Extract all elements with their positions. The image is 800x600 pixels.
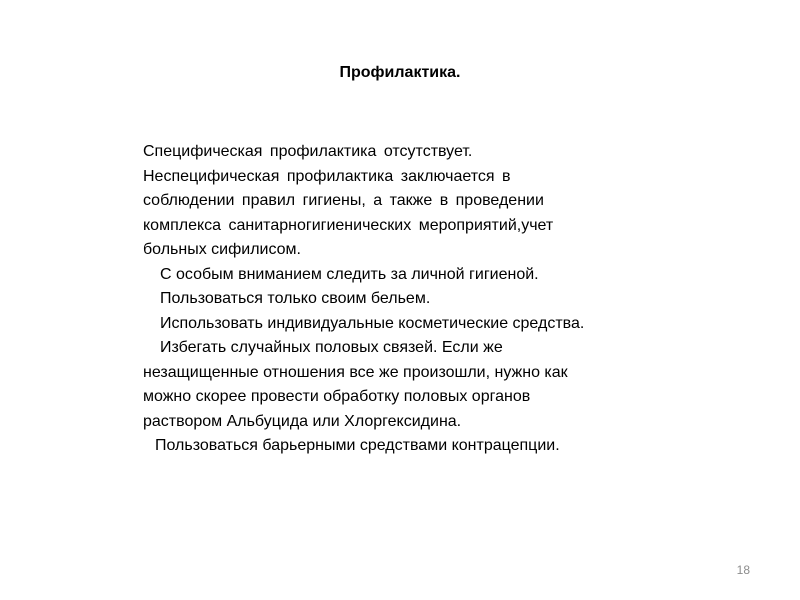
body-line-4: комплекса санитарногигиенических мероприятий,учет (143, 216, 554, 234)
body-line-5: больных сифилисом. (143, 241, 301, 258)
slide-body (143, 140, 703, 459)
body-line-8: Использовать индивидуальные косметические средства. (160, 314, 585, 332)
body-line-13: Пользоваться барьерными средствами контрацепции. (155, 437, 560, 454)
body-line-3: соблюдении правил гигиены, а также в проведении (143, 192, 544, 209)
body-line-11: можно скорее провести обработку половых органов (143, 388, 531, 405)
slide-title: Профилактика. (339, 64, 461, 81)
body-line-10: незащищенные отношения все же произошли, нужно как (143, 363, 568, 381)
body-line-9: Избегать случайных половых связей. Если же (160, 339, 503, 356)
page-number: 18 (736, 563, 750, 577)
body-line-1: Специфическая профилактика отсутствует. (143, 143, 473, 160)
body-line-6: С особым вниманием следить за личной гигиеной. (160, 265, 539, 283)
body-line-2: Неспецифическая профилактика заключается в (143, 167, 511, 185)
body-line-7: Пользоваться только своим бельем. (160, 290, 431, 307)
body-line-12: раствором Альбуцида или Хлоргексидина. (143, 412, 462, 430)
